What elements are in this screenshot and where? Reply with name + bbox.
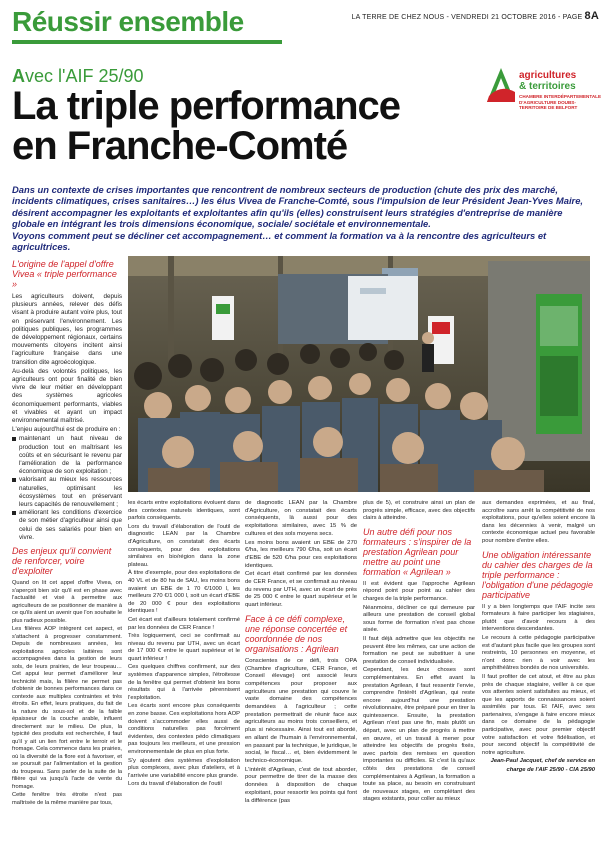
list-item: valorisant au mieux les ressources naturelles, optimisant les écosystèmes tout en préservant leurs capacités de renouvellement ;	[12, 476, 122, 509]
col1-paragraph: L'enjeu aujourd'hui est de produire en :	[12, 426, 121, 434]
column-3	[245, 500, 357, 806]
agricultures-territoires-logo	[485, 64, 603, 124]
col2-paragraph: À titre d'exemple, pour des exploitations de 40 VL et de 80 ha de SAU, les moins bons avaient un EBE de 1 70 €/1000 l, les meilleurs 270 €/1 000 l, soit un écart d'EBE de 20 000 € pour des exploitations identiques !	[128, 570, 240, 615]
author-signature-line-2: charge de l'AIF 25/90 - CIA 25/90	[506, 767, 595, 774]
column-2	[128, 500, 240, 790]
list-item: améliorant les conditions d'exercice de son métier d'agriculteur ainsi que celui de ses salariés pour bien en vivre.	[12, 509, 122, 542]
page-number: 8A	[584, 10, 599, 22]
col3-paragraph: de diagnostic LEAN par la Chambre d'Agriculture, on constatait des écarts conséquents, là aussi pour des exploitations similaires, avec 15 % de cultures et des sols moyens secs.	[245, 500, 357, 537]
subhead-enjeux: Des enjeux qu'il convient de renforcer, voire d'exploiter	[12, 546, 112, 577]
col1-paragraph: Quand on lit cet appel d'offre Vivea, on s'aperçoit bien sûr qu'il est en phase avec l'actualité et visé à permettre aux agriculteurs de se positionner de manière à ce qu'ils aient un avenir que l'on souhaite le plus radieux possible.	[12, 580, 122, 624]
col3-paragraph: Les moins bons avaient un EBE de 270 €/ha, les meilleurs 790 €/ha, soit un écart d'EBE de 520 €/ha pour ces exploitations identiques.	[245, 539, 357, 569]
logo-line-1: agricultures	[519, 70, 577, 81]
kicker-initial: A	[12, 66, 25, 86]
headline-line-2: en Franche-Comté	[12, 124, 348, 168]
col4-paragraph: Néanmoins, décliner ce qui demeure par ailleurs une prestation de conseil global sous forme de formation n'est pas chose aisée.	[363, 604, 475, 634]
newspaper-folio	[352, 10, 599, 22]
meeting-photo	[128, 256, 590, 492]
col3-paragraph: L'intérêt d'Agrilean, c'est de tout aborder, pour permettre de tirer de la masse des données à disposition de chaque exploitant, pour ressortir les points qui font la différence (pas	[245, 766, 357, 804]
col2-paragraph: Lors du travail d'élaboration de l'outil de diagnostic LEAN par la Chambre d'Agriculture, on constatait des écarts conséquents, pour des exploitations similaires en bio/région dans la zone plateau.	[128, 523, 240, 568]
col3-paragraph: Conscientes de ce défi, trois OPA (Chambre d'agriculture, CER France, et Conseil élevage) ont associé leurs compétences pour proposer aux agriculteurs une prestation qui couvre le vaste domaine des compétences demandées à l'agriculteur ; cette prestation permettrait de réunir face aux agriculteurs au moins trois conseillers, et plus si nécessaire. Ainsi tout est abordé, en allant de l'humain à l'environnemental, en passant par la technique, le juridique, le social, le fiscal… et, bien évidemment le technico-économique.	[245, 657, 357, 764]
column-5	[482, 500, 595, 776]
subhead-pedagogie: Une obligation intéressante du cahier des charges de la triple performance : l'obligation d'une pédagogie participative	[482, 549, 594, 600]
col4-paragraph: Il est évident que l'approche Agrilean répond point pour point au cahier des charges de la triple performance.	[363, 580, 475, 602]
col2-paragraph: les écarts entre exploitations évoluent dans des contextes naturels identiques, sont parfois conséquents.	[128, 500, 240, 522]
subhead-formateurs: Un autre défi pour nos formateurs : s'inspirer de la prestation Agrilean pour mettre au point une formation « Agrilean »	[363, 526, 472, 577]
column-1-top	[12, 255, 122, 580]
lead-paragraph-1: Dans un contexte de crises importantes que rencontrent de nombreux secteurs de production (chute des prix des marché, incidents climatiques, crises sanitaires…) les élus Vivea de Franche-Comté, sous l'impulsion de leur Président Jean-Yves Maire, désirent accompagner les exploitants et exploitantes afin qu'ils (elles) construisent leurs stratégies d'entreprise de manière globale en intégrant les trois dimensions économique, sociale/ sociétale et environnementale.	[12, 184, 584, 230]
col5-paragraph: Il faut profiter de cet atout, et être au plus près de chaque stagiaire, veiller à ce que vos attentes soient satisfaites au mieux, et que les apports de connaissances soient assimilés par tous. Et l'AIF, avec ses partenaires, s'engage à faire encore mieux dans ce domaine de la pédagogie participative, avec pour premier objectif votre satisfaction et votre fidélisation, et pour second objectif la compétitivité de notre agriculture.	[482, 673, 595, 756]
col2-paragraph: Très logiquement, ceci se confirmait au niveau du revenu par UTH, avec un écart de 17 000 € entre le quart supérieur et le quart inférieur !	[128, 633, 240, 662]
col1-paragraph: Les agriculteurs doivent, depuis plusieurs années, relever des défis visant à produire autant voire plus, tout en préservant l'environnement. Les politiques publiques, les programmes de développement régionaux, certains mouvements citoyens incitent ainsi l'agriculture française dans une transition dite agroécologique.	[12, 293, 122, 366]
col3-paragraph: Cet écart était confirmé par les données de CER France, et se confirmait au niveau du revenu par UTH, avec un écart de près de 25 000 € entre le quart supérieur et le quart inférieur.	[245, 571, 357, 609]
col4-paragraph: plus de 5), et construire ainsi un plan de progrès simple, efficace, avec des objectifs clairs à atteindre.	[363, 500, 475, 522]
col4-paragraph: Il faut déjà admettre que les objectifs ne peuvent être les mêmes, car une action de formation ne peut se substituer à une prestation de conseil individualisée.	[363, 635, 475, 665]
subhead-agrilean: Face à ce défi complexe, une réponse concertée et coordonnée de nos organisations : Agrilean	[245, 613, 348, 654]
section-title: Réussir ensemble	[12, 6, 244, 37]
author-signature-line-1: Jean-Paul Jacquet, chef de service en	[490, 758, 595, 765]
col2-paragraph: Cet écart est d'ailleurs totalement confirmé par les données de CER France !	[128, 616, 240, 631]
col1-paragraph: Les filières AOP intègrent cet aspect, et s'attachent à progresser constamment. Depuis de nombreuses années, les exploitations agricoles laitières sont accompagnées dans la gestion de leurs sols, de leurs prairies, de leur troupeau… Cet appui leur permet d'améliorer leur technicité mais, la filière ne permet pas d'obtenir de bonnes performances dans ce contexte aux multiples contraintes et très étroits. En effet, leurs pratiques, du fait de la nature du sous-sol et de la faible épaisseur de la couche arable, influent directement sur le milieu. De plus, la typicité des produits est recherchée, il faut qu'il y ait un lien fort entre le terroir et le fromage. Cela commence dans les prairies, où la diversité de la flore est à favoriser, et se poursuit par l'alimentation et la gestion du troupeau. Sans parler de la suite de la filière qui va jusqu'à l'acte de vente du fromage.	[12, 626, 122, 790]
kicker-text: vec l'AIF 25/90	[25, 66, 144, 86]
lead-paragraph-2: Voyons comment peut se décliner cet accompagnement… et comment la formation va à la rencontre des agriculteurs et agricultrices.	[12, 229, 547, 253]
headline-line-1: La triple performance	[12, 84, 401, 128]
audience-illustration	[128, 256, 590, 492]
column-1-bottom	[12, 580, 122, 808]
col2-paragraph: Lors du travail d'élaboration de l'outil	[128, 781, 222, 788]
logo-line-3: CHAMBRE INTERDÉPARTEMENTALE D'AGRICULTURE DOUBS-TERRITOIRE DE BELFORT	[519, 94, 602, 110]
enjeux-list	[12, 435, 122, 542]
col4-paragraph: Cependant, les deux choses sont complémentaires. En effet avant la prestation Agrilean, il faut ressentir l'envie, comprendre l'intérêt d'Agrilean, qui reste encore aujourd'hui une prestation révolutionnaire, être préparé pour en tirer la quintessence. Ensuite, la prestation Agrilean n'est pas une fin, mais plutôt un départ, avec un plan de progrès à mettre en œuvre, et un travail à mener pour atteindre les objectifs de progrès fixés, avec parfois des remises en question importantes ou difficiles. Et c'est là qu'aux côtés des prestations de conseil complémentaires à Agrilean, la formation a toute sa place, au besoin en construisant de nouveaux stages, en complétant des stages existants, pour coller au mieux	[363, 667, 475, 803]
column-4	[363, 500, 475, 805]
col1-paragraph: Au-delà des volontés politiques, les agriculteurs ont pour finalité de bien vivre de leur métier en développant des systèmes agricoles économiquement performants, viables et vivables et ayant un impact environnemental maîtrisé.	[12, 367, 122, 425]
logo-line-2: & territoires	[519, 81, 576, 92]
logo-mark-icon	[485, 66, 517, 106]
col5-paragraph: aux demandes exprimées, et au final, accroître sans arrêt la compétitivité de nos exploitations, pour qu'elles soient encore là dans les décennies à venir, malgré un contexte économique actuel peu favorable pour nombre d'entre elles.	[482, 500, 595, 544]
col5-paragraph: Le recours à cette pédagogie participative est d'autant plus facile que les groupes sont restreints, 10 personnes en moyenne, et n'ont donc rien à voir avec les amphithéâtres bondés de nos universités.	[482, 634, 595, 672]
list-item: maintenant un haut niveau de production tout en maîtrisant les coûts et en sécurisant le revenu par l'amélioration de la performance économique de son exploitation ;	[12, 435, 122, 476]
article-headline	[12, 86, 400, 166]
subhead-origin: L'origine de l'appel d'offre Vivea « triple performance »	[12, 259, 117, 289]
page-header	[0, 0, 607, 48]
section-underline	[12, 40, 282, 44]
col5-paragraph: Il y a bien longtemps que l'AIF incite ses formateurs à faire participer les stagiaires, plutôt que d'avoir recours à des interventions descendantes.	[482, 603, 595, 633]
col1-paragraph: Cette fenêtre très étroite n'est pas maîtrisée de la même manière par tous,	[12, 792, 122, 806]
col2-paragraph: S'y ajoutent des systèmes d'exploitation plus complexes, avec plus d'ateliers, et à l'arrivée une variabilité encore plus grande.	[128, 757, 240, 779]
folio-text: LA TERRE DE CHEZ NOUS - VENDREDI 21 OCTOBRE 2016 - PAGE	[351, 14, 583, 21]
col2-paragraph: Ces quelques chiffres confirment, sur des systèmes d'apparence simples, l'étroitesse de la fenêtre qui permet d'obtenir les bons résultats qui à l'arrivée pérennisent l'exploitation.	[128, 664, 240, 701]
col2-paragraph: Les écarts sont encore plus conséquents en zone basse. Ces exploitations hors AOP doivent s'accommoder elles aussi de conditions naturelles pas forcément évidentes, des contextes pédo climatiques pas toujours les meilleurs, et une pression environnementale de plus en plus forte.	[128, 703, 240, 755]
article-lead	[12, 184, 597, 252]
